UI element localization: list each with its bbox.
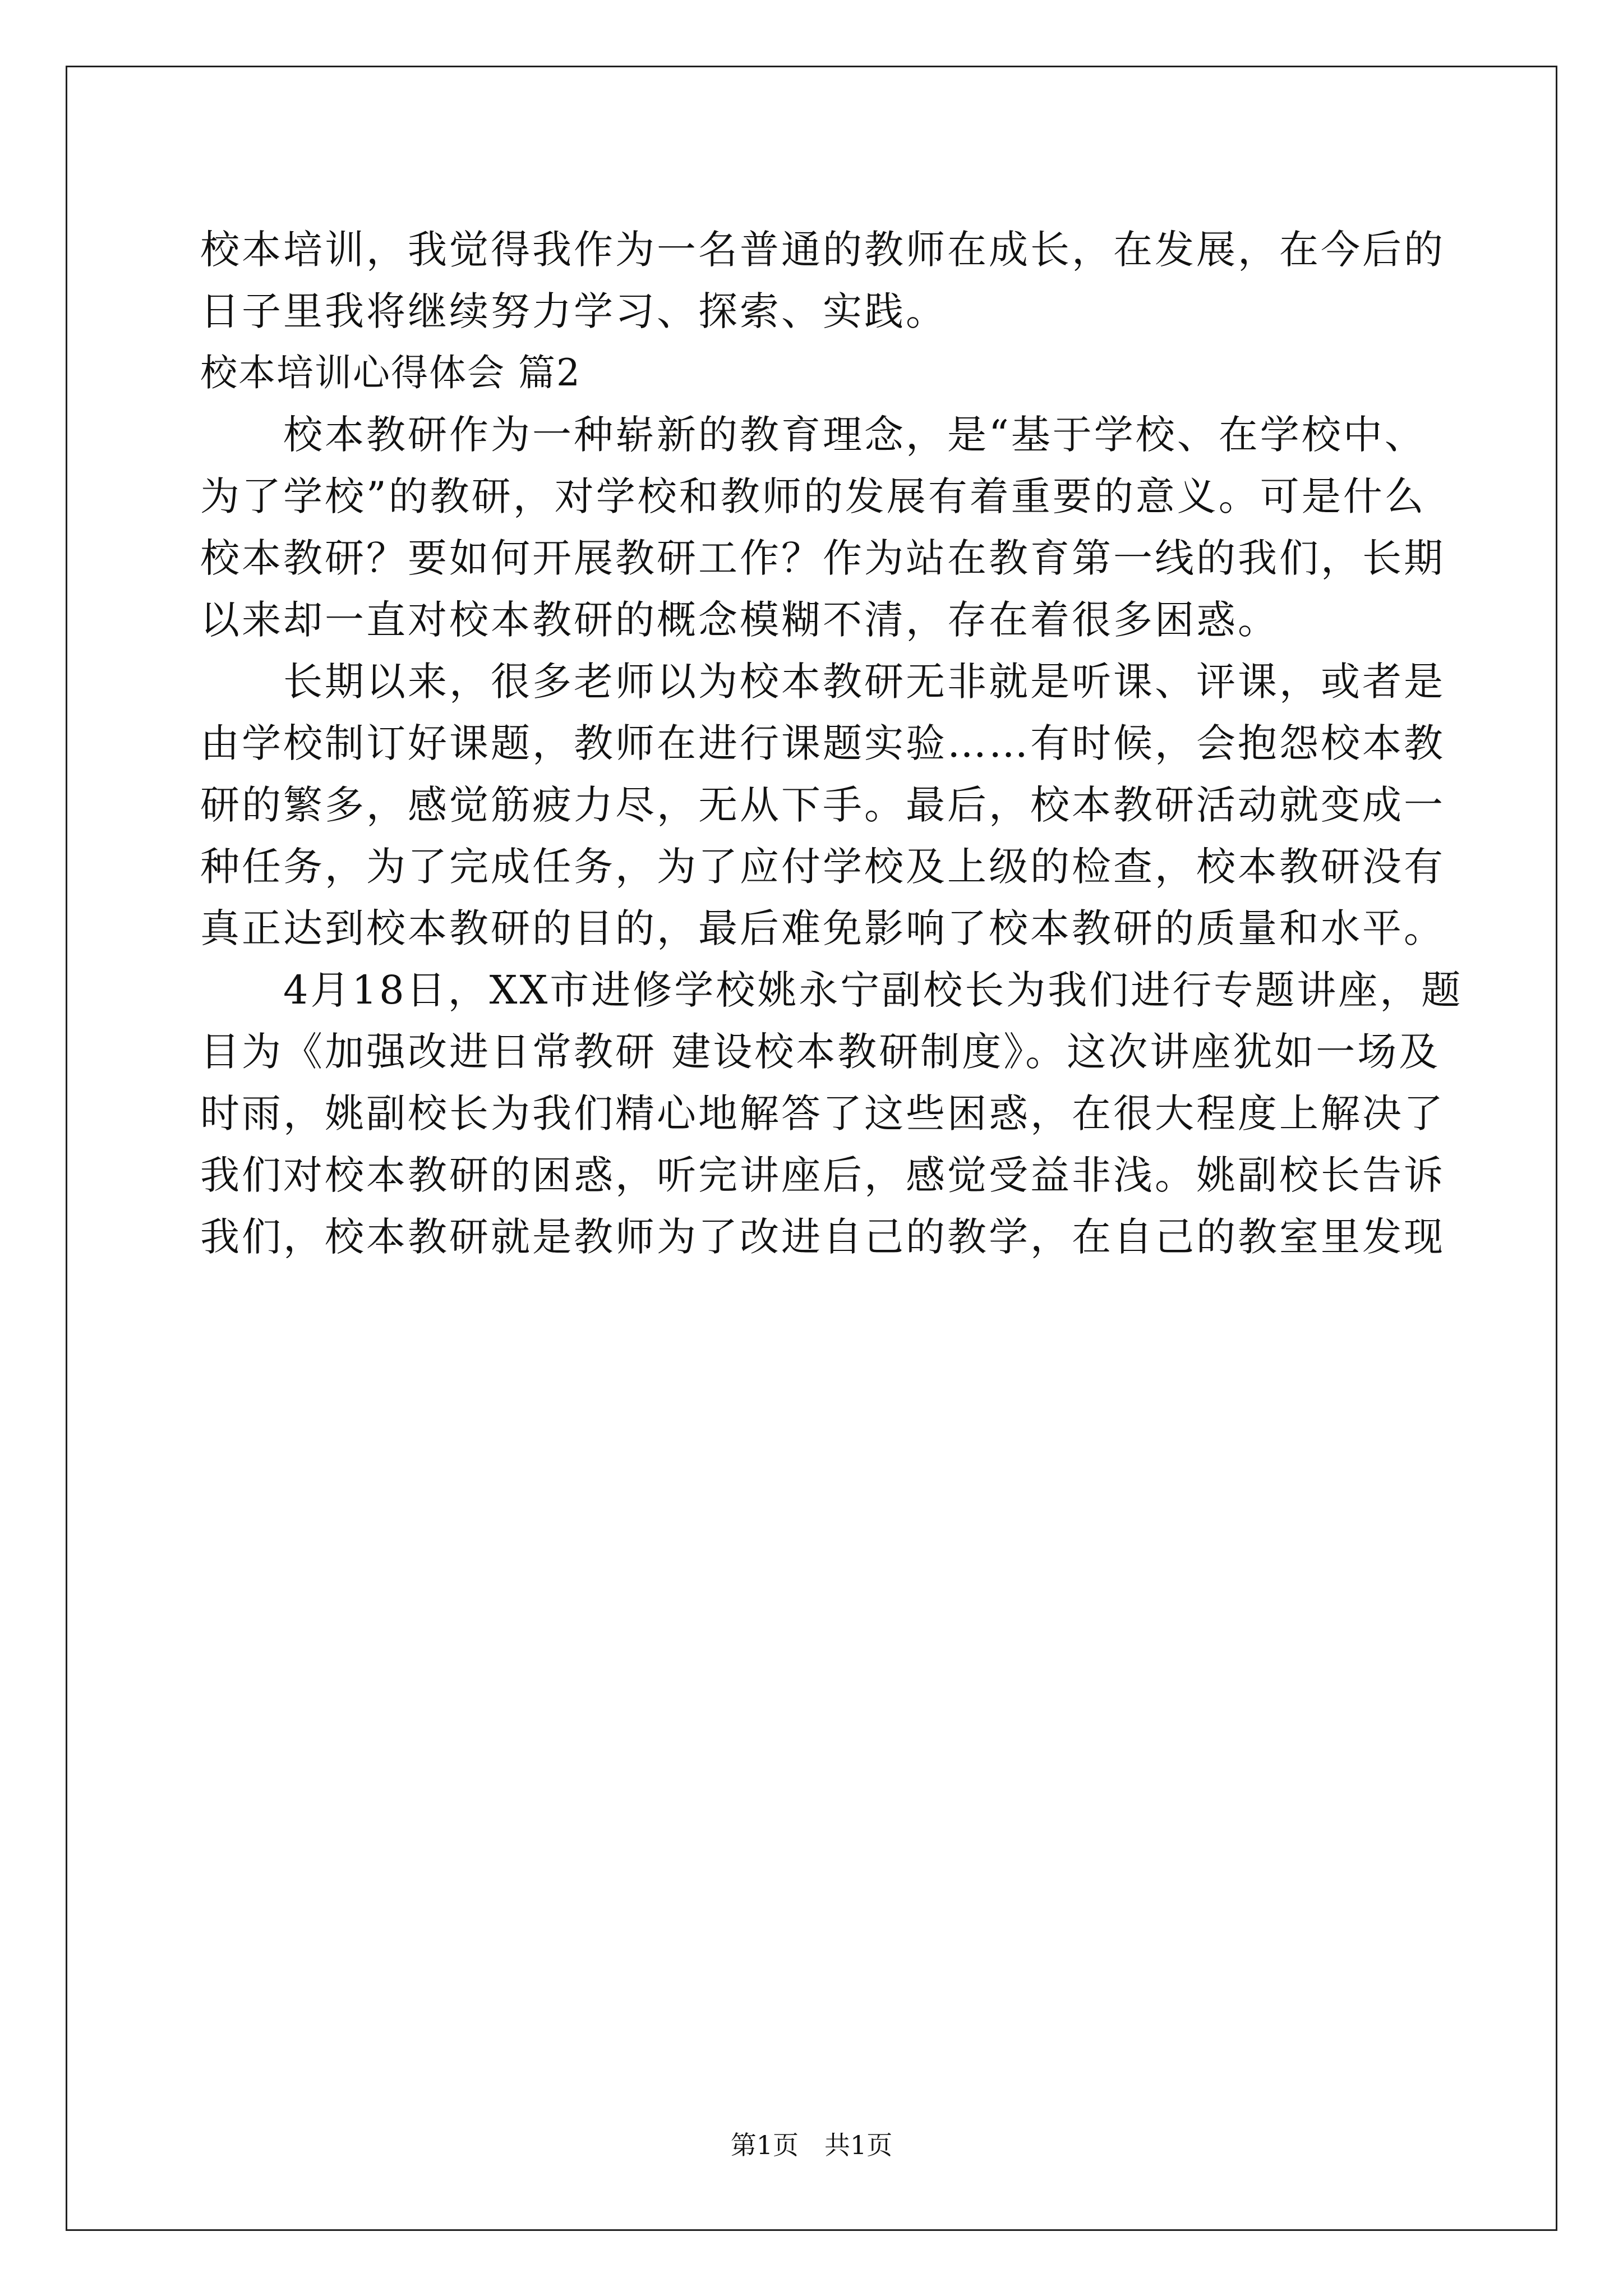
paragraph-line: 我们，校本教研就是教师为了改进自己的教学，在自己的教室里发现 bbox=[200, 1214, 1445, 1260]
paragraph-line: 为了学校”的教研，对学校和教师的发展有着重要的意义。可是什么 bbox=[200, 473, 1426, 519]
paragraph-line: 4月18日，XX市进修学校姚永宁副校长为我们进行专题讲座，题 bbox=[200, 967, 1463, 1013]
paragraph-line: 由学校制订好课题，教师在进行课题实验……有时候，会抱怨校本教 bbox=[200, 720, 1445, 766]
page-number-footer: 第1页 共1页 bbox=[730, 2130, 893, 2160]
paragraph-line: 长期以来，很多老师以为校本教研无非就是听课、评课，或者是 bbox=[200, 659, 1445, 705]
document-body bbox=[200, 219, 1463, 1268]
paragraph-line: 我们对校本教研的困惑，听完讲座后，感觉受益非浅。姚副校长告诉 bbox=[200, 1152, 1445, 1198]
paragraph-line: 时雨，姚副校长为我们精心地解答了这些困惑，在很大程度上解决了 bbox=[200, 1091, 1445, 1137]
paragraph-line: 日子里我将继续努力学习、探索、实践。 bbox=[200, 288, 947, 334]
section-heading: 校本培训心得体会 篇2 bbox=[200, 351, 581, 394]
paragraph-line: 目为《加强改进日常教研 建设校本教研制度》。这次讲座犹如一场及 bbox=[200, 1029, 1441, 1075]
paragraph-line: 校本教研？要如何开展教研工作？作为站在教育第一线的我们，长期 bbox=[200, 535, 1445, 581]
paragraph-line: 校本教研作为一种崭新的教育理念，是“基于学校、在学校中、 bbox=[200, 412, 1426, 458]
paragraph-line: 以来却一直对校本教研的概念模糊不清，存在着很多困惑。 bbox=[200, 597, 1279, 643]
paragraph-line: 研的繁多，感觉筋疲力尽，无从下手。最后，校本教研活动就变成一 bbox=[200, 782, 1445, 828]
paragraph-line: 种任务，为了完成任务，为了应付学校及上级的检查，校本教研没有 bbox=[200, 844, 1445, 890]
paragraph-line: 校本培训，我觉得我作为一名普通的教师在成长，在发展，在今后的 bbox=[200, 227, 1445, 273]
paragraph-line: 真正达到校本教研的目的，最后难免影响了校本教研的质量和水平。 bbox=[200, 905, 1445, 951]
